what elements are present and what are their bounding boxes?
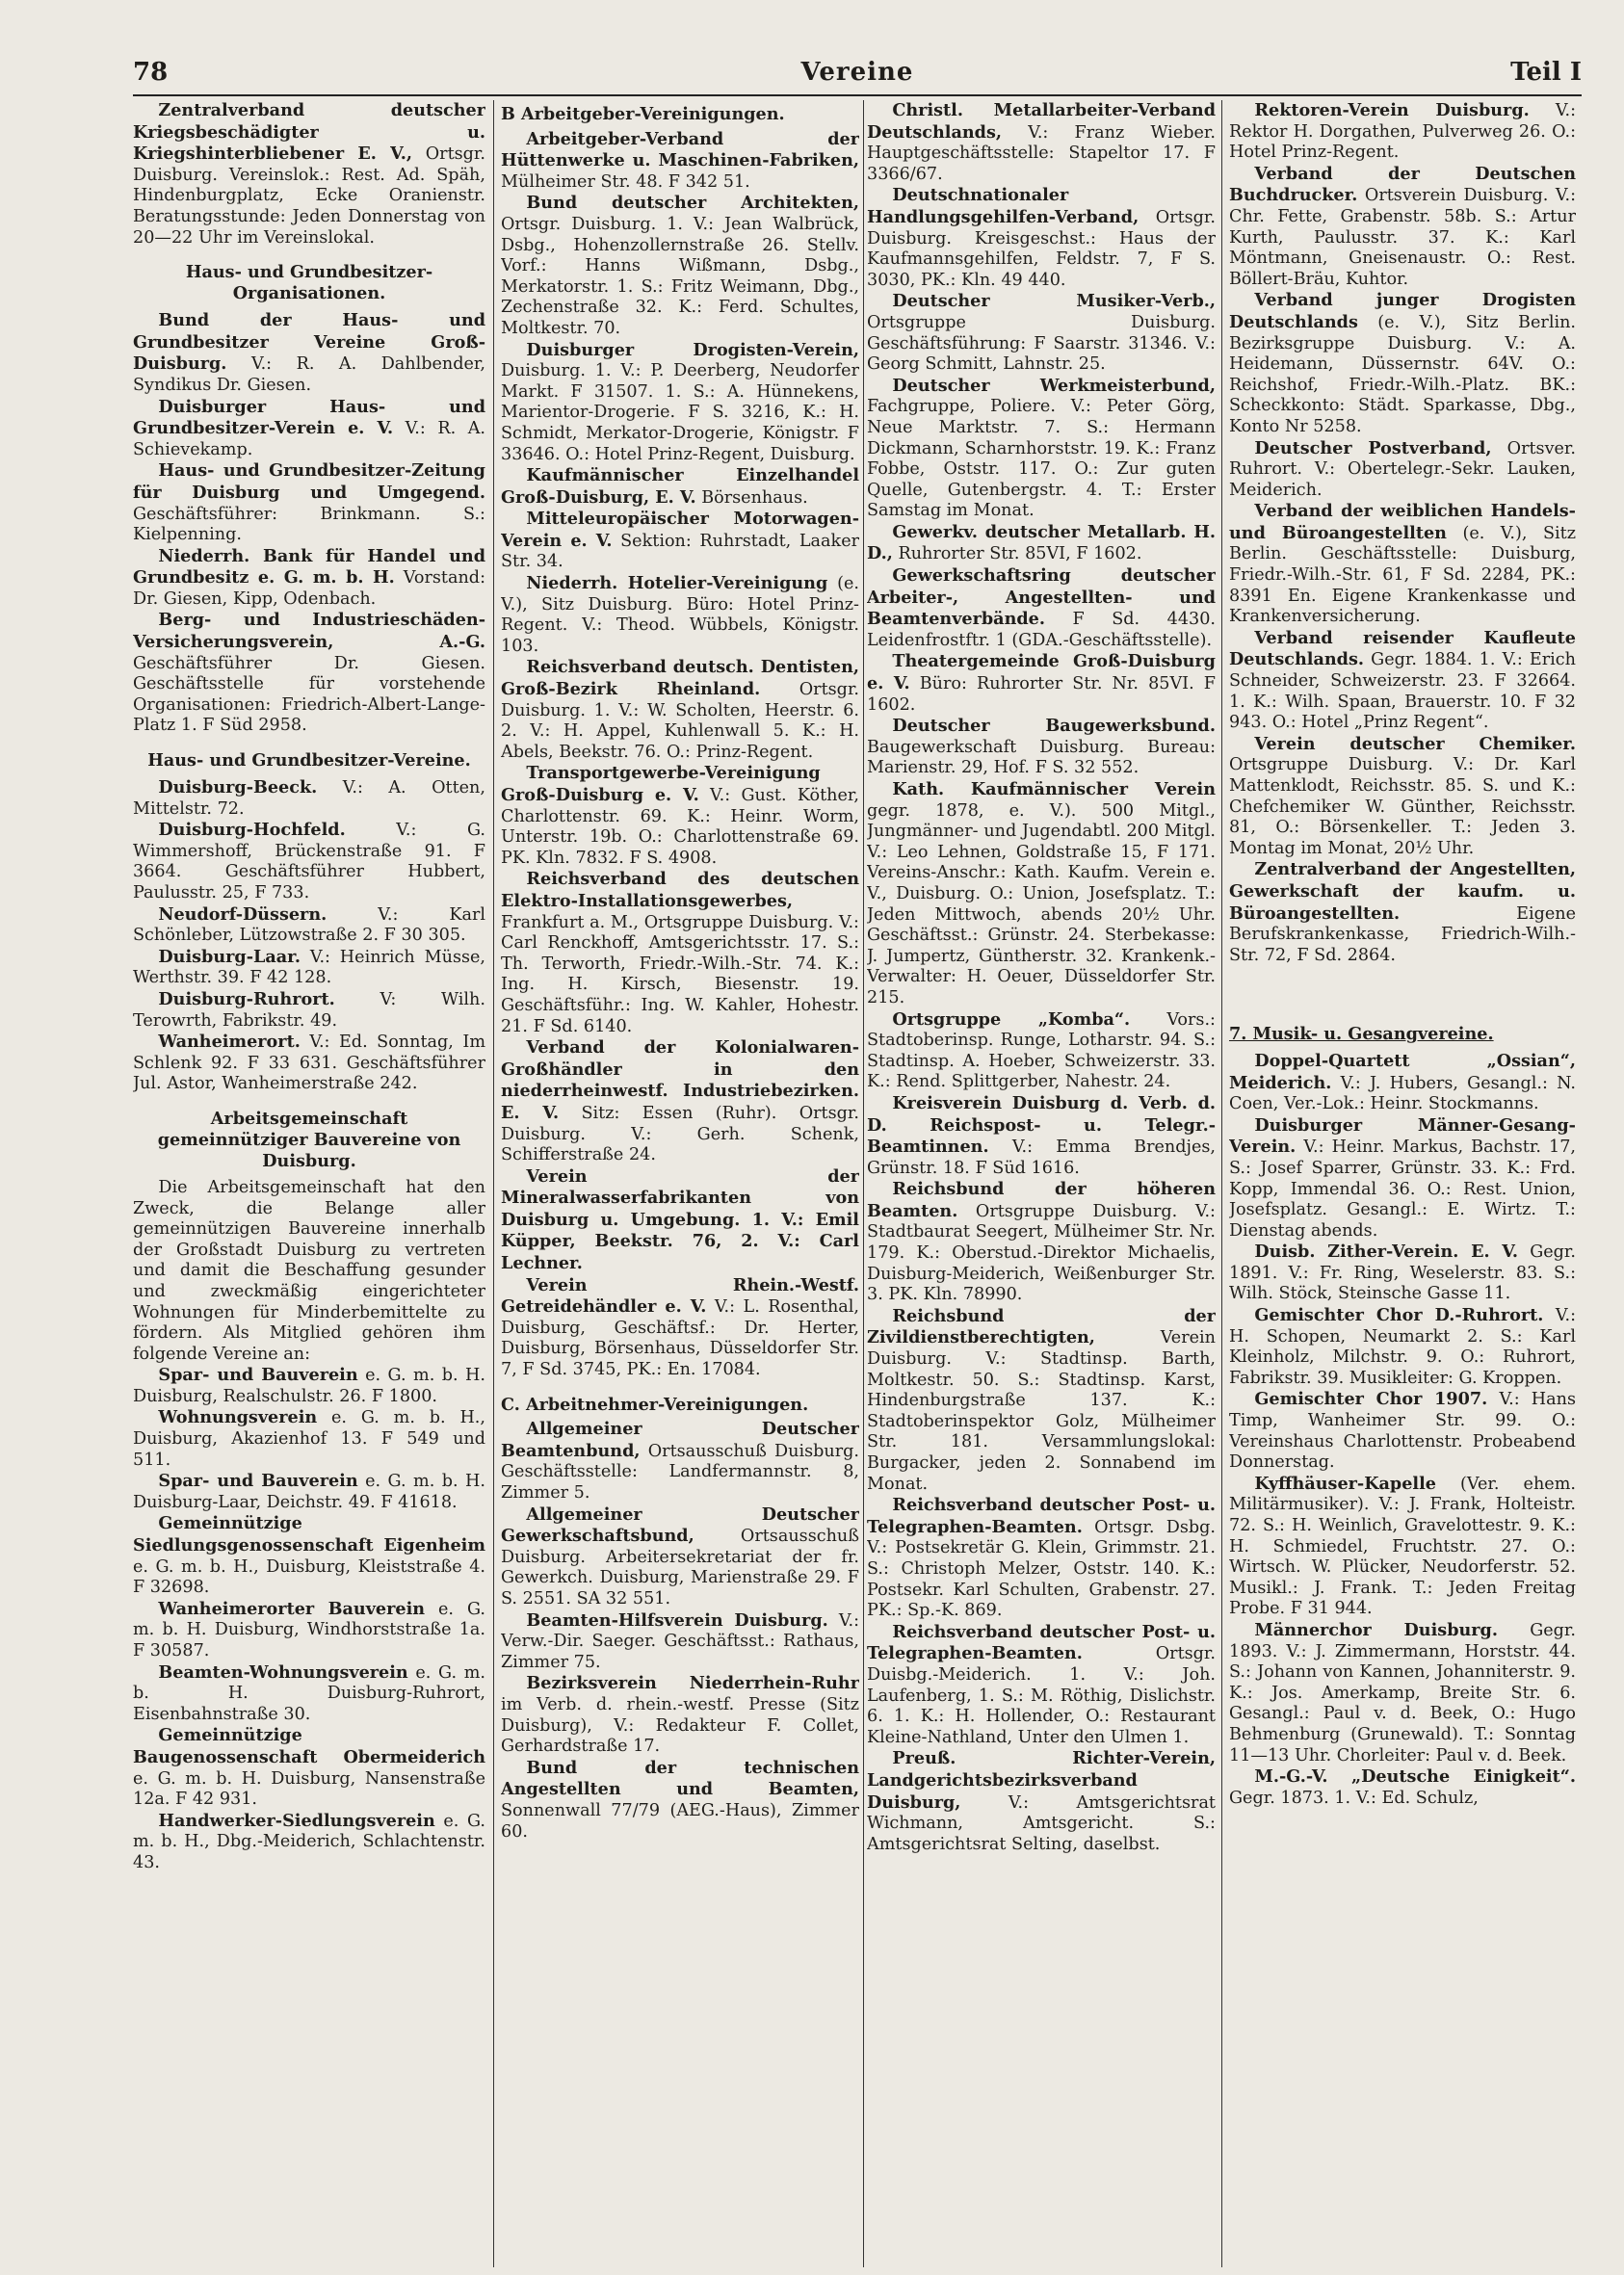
directory-entry (867, 1009, 1216, 1093)
entry-list (1229, 1051, 1576, 1809)
directory-entry (501, 1610, 859, 1674)
entry-name: Gewerkv. deutscher Metallarb. H. D., (867, 521, 1216, 564)
directory-entry (867, 716, 1216, 779)
entry-name: Transportgewerbe-Vereinigung Groß-Duisburg e. V. (501, 763, 821, 805)
entry-name: Zentralverband der Angestellten, Gewerkschaft der kaufm. u. Büroangestellten. (1229, 859, 1576, 924)
entry-details: V.: Heinr. Markus, Bachstr. 17, S.: Josef Sparrer, Grünstr. 33. K.: Frd. Kopp, Immendal 36. O.: Rest. Union, Josefsplatz. Gesangl.: E. Wirtz. T.: Dienstag abends. (1229, 1138, 1576, 1241)
entry-name: Reichsbund der Zivildienstberechtigten, (867, 1305, 1216, 1348)
entry-details: Sektion: Ruhrstadt, Laaker Str. 34. (501, 531, 859, 572)
entry-details: V.: Emma Brendjes, Grünstr. 18. F Süd 1616. (867, 1138, 1216, 1178)
entry-name: Bezirksverein Niederrhein-Ruhr (526, 1673, 859, 1694)
page-number: 78 (133, 58, 169, 87)
entry-details: Gegr. 1873. 1. V.: Ed. Schulz, (1229, 1788, 1479, 1808)
directory-entry (501, 869, 859, 1037)
directory-entry (133, 904, 485, 947)
directory-entry (501, 1037, 859, 1166)
entry-name: Deutscher Postverband, (1254, 437, 1492, 458)
entry-details: Baugewerkschaft Duisburg. Bureau: Marienstr. 29, Hof. F S. 32 552. (867, 737, 1216, 778)
entry-details: Verein Duisburg. V.: Stadtinsp. Barth, Moltkestr. 50. S.: Stadtinsp. Karst, Hindenburgstraße 137. K.: Stadtoberinspektor Golz, Mülheimer Str. 181. Versammlungslokal: Burgacker, jeden 2. Sonnabend im Monat. (867, 1328, 1216, 1494)
entry-name: Allgemeiner Deutscher Gewerkschaftsbund, (501, 1504, 859, 1547)
directory-entry (133, 610, 485, 737)
entry-details: Sitz: Essen (Ruhr). Ortsgr. Duisburg. V.: Gerh. Schenk, Schifferstraße 24. (501, 1103, 859, 1165)
entry-details: Vorstand: Dr. Giesen, Kipp, Odenbach. (133, 568, 485, 609)
entry-details: V.: Heinrich Müsse, Werthstr. 39. F 42 128. (133, 947, 485, 988)
directory-entry (867, 291, 1216, 375)
directory-entry (1229, 438, 1576, 502)
entry-name: Niederrh. Hotelier-Vereinigung (526, 573, 828, 594)
entry-details: V.: Karl Schönleber, Lützowstraße 2. F 30 305. (133, 904, 485, 946)
directory-entry (1229, 1115, 1576, 1242)
part-label: Teil I (1510, 58, 1582, 87)
entry-details: V.: H. Schopen, Neumarkt 2. S.: Karl Kleinholz, Milchstr. 9. O.: Ruhrort, Fabrikstr. 39. Musikleiter: G. Kroppen. (1229, 1306, 1576, 1388)
entry-name: Haus- und Grundbesitzer-Zeitung für Duisburg und Umgegend. (133, 460, 485, 503)
entry-details: V.: L. Rosenthal, Duisburg, Geschäftsf.: Dr. Herter, Duisburg, Börsenhaus, Düsseldorfer Str. 7, F Sd. 3745, PK.: En. 17084. (501, 1297, 859, 1380)
entry-details: (e. V.), Sitz Berlin. Geschäftsstelle: Duisburg, Friedr.-Wilh.-Str. 61, F Sd. 2284, PK.: 8391 En. Eigene Krankenkasse und Krankenversicherung. (1229, 523, 1576, 627)
directory-entry (133, 100, 485, 248)
directory-entry (501, 509, 859, 573)
directory-entry (1229, 859, 1576, 966)
entry-details: e. G. m. b. H., Duisburg, Akazienhof 13. F 549 und 511. (133, 1408, 485, 1470)
entry-details: Ortsgr. Duisbg.-Meiderich. 1. V.: Joh. Laufenberg, 1. S.: M. Röthig, Dislichstr. 6. 1. K.: H. Hollender, O.: Restaurant Kleine-Nathland, Unter den Ulmen 1. (867, 1644, 1216, 1747)
entry-name: Verband reisender Kaufleute Deutschlands. (1229, 627, 1576, 670)
entry-name: Bund der technischen Angestellten und Beamten, (501, 1757, 859, 1800)
directory-entry (867, 779, 1216, 1009)
page-header (133, 56, 1582, 94)
intro-paragraph: Die Arbeitsgemeinschaft hat den Zweck, die Belange aller gemeinnützigen Bauvereine innerhalb der Großstadt Duisburg zu vertreten und damit die Beschaffung gesunder und zweckmäßig eingerichteter Wohnungen für Minderbemittelte zu fördern. Als Mitglied gehören ihm folgende Vereine an: (133, 1177, 485, 1364)
directory-entry (133, 820, 485, 903)
entry-name: Deutschnationaler Handlungsgehilfen-Verband, (867, 185, 1139, 227)
entry-details: Ortsgr. Duisburg. 1. V.: W. Scholten, Heerstr. 6. 2. V.: H. Appel, Kuhlenwall 5. K.: H. Abels, Beekstr. 76. O.: Prinz-Regent. (501, 680, 859, 762)
entry-name: Bund der Haus- und Grundbesitzer Vereine Groß-Duisburg. (133, 310, 485, 375)
entry-name: Arbeitgeber-Verband der Hüttenwerke u. Maschinen-Fabriken, (501, 128, 859, 171)
section-heading: B Arbeitgeber-Vereinigungen. (501, 104, 785, 124)
entry-details: V.: R. A. Schievekamp. (133, 419, 485, 459)
directory-entry (1229, 100, 1576, 164)
section-heading: Arbeitsgemeinschaft gemeinnütziger Bauvereine von Duisburg. (157, 1108, 461, 1171)
directory-entry (501, 1166, 859, 1275)
entry-details: Ortsgr. Duisburg. Vereinslok.: Rest. Ad. Späh, Hindenburgplatz, Ecke Oranienstr. Beratungsstunde: Jeden Donnerstag von 20—22 Uhr im Vereinslokal. (133, 144, 485, 248)
entry-name: Preuß. Richter-Verein, Landgerichtsbezirksverband Duisburg, (867, 1748, 1216, 1813)
directory-entry (501, 763, 859, 869)
entry-name: Deutscher Werkmeisterbund, (892, 375, 1216, 396)
directory-entry (501, 1673, 859, 1757)
directory-entry (867, 522, 1216, 565)
entry-details: V.: Amtsgerichtsrat Wichmann, Amtsgericht. S.: Amtsgerichtsrat Selting, daselbst. (867, 1792, 1216, 1854)
entry-name: Duisburg-Laar. (158, 946, 301, 967)
directory-entry (133, 1599, 485, 1662)
entry-details: V.: G. Wimmershoff, Brückenstraße 91. F 3664. Geschäftsführer Hubbert, Paulusstr. 25, F 733. (133, 821, 485, 902)
directory-entry (1229, 628, 1576, 734)
directory-entry (133, 1811, 485, 1874)
section-title: Vereine (800, 58, 914, 87)
entry-list (501, 1419, 859, 1843)
entry-name: Gemeinnützige Siedlungsgenossenschaft Eigenheim (133, 1513, 485, 1556)
entry-name: Reichsverband deutscher Post- u. Telegraphen-Beamten. (867, 1495, 1216, 1537)
directory-entry (1229, 734, 1576, 860)
directory-entry (133, 1662, 485, 1726)
directory-entry (133, 1513, 485, 1598)
entry-name: Niederrh. Bank für Handel und Grundbesitz e. G. m. b. H. (133, 545, 485, 588)
entry-name: Duisburg-Ruhrort. (158, 988, 335, 1009)
entry-name: Beamten-Hilfsverein Duisburg. (526, 1609, 828, 1631)
column-4 (1229, 100, 1576, 2267)
entry-name: Duisburg-Beeck. (158, 777, 318, 798)
directory-entry (1229, 1766, 1576, 1809)
entry-name: Gemischter Chor D.-Ruhrort. (1254, 1305, 1544, 1326)
directory-entry (867, 1748, 1216, 1855)
directory-entry (1229, 1620, 1576, 1766)
directory-entry (133, 1365, 485, 1407)
directory-entry (1229, 290, 1576, 437)
entry-name: Verein Rhein.-Westf. Getreidehändler e. V. (501, 1274, 859, 1318)
entry-details: e. G. m. b. H. Duisburg, Windhorststraße 1a. F 30587. (133, 1599, 485, 1660)
entry-name: Mitteleuropäischer Motorwagen-Verein e. V. (501, 509, 859, 551)
entry-name: Neudorf-Düssern. (158, 903, 327, 925)
entry-details: V.: Franz Wieber. Hauptgeschäftsstelle: Stapeltor 17. F 3366/67. (867, 122, 1216, 184)
column-divider (863, 100, 864, 2267)
directory-entry (1229, 164, 1576, 291)
entry-name: Rektoren-Verein Duisburg. (1254, 100, 1530, 120)
entry-name: Wanheimerort. (158, 1032, 301, 1053)
entry-name: Verein deutscher Chemiker. (1254, 733, 1576, 754)
entry-name: Wohnungsverein (158, 1407, 318, 1428)
entry-details: Duisburg. 1. V.: P. Deerberg, Neudorfer Markt. F 31507. 1. S.: A. Hünnekens, Marientor-Drogerie. F S. 3216, K.: H. Schmidt, Merkator-Drogerie, Königstr. F 33646. O.: Hotel Prinz-Regent, Duisburg. (501, 361, 859, 464)
entry-details: Ruhrorter Str. 85VI, F 1602. (898, 544, 1142, 564)
entry-details: (Ver. ehem. Militärmusiker). V.: J. Frank, Holteistr. 72. S.: H. Weinlich, Gravelottestr. 9. K.: H. Schmiedel, Fruchtstr. 27. O.: Wirtsch. W. Plücker, Neudorferstr. 52. Musikl.: J. Frank. T.: Jeden Freitag Probe. F 31 944. (1229, 1474, 1576, 1619)
column-3 (867, 100, 1216, 2267)
entry-details: Gegr. 1891. V.: Fr. Ring, Weselerstr. 83. S.: Wilh. Stöck, Steinsche Gasse 11. (1229, 1242, 1576, 1304)
directory-entry (501, 340, 859, 466)
entry-details: im Verb. d. rhein.-westf. Presse (Sitz Duisburg), V.: Redakteur F. Collet, Gerhardstraße 17. (501, 1694, 859, 1757)
directory-entry (867, 1495, 1216, 1622)
entry-name: Verein der Mineralwasserfabrikanten von Duisburg u. Umgebung. 1. V.: Emil Küpper, Beekstr. 76, 2. V.: Carl Lechner. (501, 1165, 859, 1274)
entry-name: Beamten-Wohnungsverein (158, 1661, 408, 1683)
entry-details: Mülheimer Str. 48. F 342 51. (501, 171, 750, 192)
entry-details: Eigene Berufskrankenkasse, Friedrich-Wilh.-Str. 72, F Sd. 2864. (1229, 903, 1576, 965)
directory-entry (501, 1758, 859, 1843)
entry-details: V.: R. A. Dahlbender, Syndikus Dr. Giesen. (133, 354, 485, 395)
entry-details: Ortsausschuß Duisburg. Arbeitersekretariat der fr. Gewerkch. Duisburg, Marienstraße 29. F S. 2551. SA 32 551. (501, 1527, 859, 1608)
entry-name: Kreisverein Duisburg d. Verb. d. D. Reichspost- u. Telegr.-Beamtinnen. (867, 1092, 1216, 1158)
entry-name: Gemischter Chor 1907. (1254, 1389, 1488, 1410)
entry-name: Verband der weiblichen Handels- und Büroangestellten (1229, 501, 1576, 543)
entry-details: Ortsgruppe Duisburg. V.: Dr. Karl Mattenklodt, Reichsstr. 85. S. und K.: Chefchemiker W. Günther, Reichsstr. 81, O.: Börsenkeller. T.: Jeden 3. Montag im Monat, 20½ Uhr. (1229, 755, 1576, 858)
entry-name: Spar- und Bauverein (158, 1471, 358, 1492)
entry-name: Theatergemeinde Groß-Duisburg e. V. (867, 651, 1216, 694)
entry-name: Verband junger Drogisten Deutschlands (1229, 290, 1576, 332)
entry-details: Ortsgruppe Duisburg. V.: Stadtbaurat Seegert, Mülheimer Str. Nr. 179. K.: Oberstud.-Direktor Michaelis, Duisburg-Meiderich, Weißenburger Str. 3. PK. Kln. 78990. (867, 1201, 1216, 1305)
directory-entry (867, 185, 1216, 291)
entry-details: e. G. m. b. H. Duisburg-Ruhrort, Eisenbahnstraße 30. (133, 1662, 485, 1724)
entry-list (1229, 100, 1576, 966)
directory-entry (1229, 1051, 1576, 1115)
entry-list (867, 100, 1216, 1855)
entry-details: Frankfurt a. M., Ortsgruppe Duisburg. V.: Carl Renckhoff, Amtsgerichtsstr. 17. S.: Th. Terworth, Friedr.-Wilh.-Str. 74. K.: Ing. H. Kirsch, Biesenstr. 19. Geschäftsführ.: Ing. W. Kahler, Hohestr. 21. F Sd. 6140. (501, 912, 859, 1036)
entry-name: Doppel-Quartett „Ossian“, Meiderich. (1229, 1050, 1576, 1093)
directory-entry (501, 1504, 859, 1610)
entry-details: (e. V.), Sitz Duisburg. Büro: Hotel Prinz-Regent. V.: Theod. Wübbels, Königstr. 103. (501, 574, 859, 656)
entry-name: Ortsgruppe „Komba“. (892, 1008, 1131, 1030)
directory-entry (133, 1471, 485, 1513)
directory-entry (1229, 1242, 1576, 1305)
entry-name: Verband der Deutschen Buchdrucker. (1229, 163, 1576, 206)
directory-entry (867, 651, 1216, 716)
directory-entry (133, 1407, 485, 1471)
entry-details: Ortsgr. Dsbg. V.: Postsekretär G. Klein, Grimmstr. 21. S.: Christoph Melzer, Oststr. 140. K.: Postsekr. Karl Schulten, Grabenstr. 27. PK.: Sp.-K. 869. (867, 1517, 1216, 1621)
directory-entry (867, 1179, 1216, 1306)
entry-details: e. G. m. b. H. Duisburg, Realschulstr. 26. F 1800. (133, 1366, 485, 1406)
entry-details: Ortsgr. Duisburg. Kreisgeschst.: Haus der Kaufmannsgehilfen, Feldstr. 7, F S. 3030, PK.: Kln. 49 440. (867, 207, 1216, 290)
directory-entry (133, 947, 485, 989)
entry-name: Christl. Metallarbeiter-Verband Deutschlands, (867, 100, 1216, 143)
directory-entry (867, 1306, 1216, 1495)
entry-list (133, 310, 485, 737)
entry-details: V.: Hans Timp, Wanheimer Str. 99. O.: Vereinshaus Charlottenstr. Probeabend Donnerstag. (1229, 1390, 1576, 1473)
entry-name: Reichsverband deutsch. Dentisten, Groß-Bezirk Rheinland. (501, 657, 859, 700)
directory-entry (133, 777, 485, 820)
entry-details: Fachgruppe, Poliere. V.: Peter Görg, Neue Marktstr. 7. S.: Hermann Dickmann, Scharnhorststr. 19. K.: Franz Fobbe, Oststr. 117. O.: Zur guten Quelle, Gutenbergstr. 4. T.: Erster Samstag im Monat. (867, 397, 1216, 521)
entry-details: V.: Gust. Köther, Charlottenstr. 69. K.: Heinr. Worm, Unterstr. 19b. O.: Charlottenstraße 69. PK. Kln. 7832. F S. 4908. (501, 786, 859, 868)
directory-entry (133, 460, 485, 545)
entry-name: Kyffhäuser-Kapelle (1254, 1473, 1436, 1494)
directory-entry (1229, 1474, 1576, 1620)
entry-name: Duisburg-Hochfeld. (158, 820, 346, 841)
entry-details: e. G. m. b. H., Duisburg, Kleiststraße 4. F 32698. (133, 1556, 485, 1598)
directory-entry (867, 100, 1216, 185)
entry-name: Duisburger Drogisten-Verein, (526, 339, 859, 360)
entry-details: V.: Ed. Sonntag, Im Schlenk 92. F 33 631. Geschäftsführer Jul. Astor, Wanheimerstraße 242. (133, 1033, 485, 1094)
section-heading: Haus- und Grundbesitzer-Organisationen. (185, 262, 433, 304)
directory-entry (133, 397, 485, 461)
entry-name: Berg- und Industrieschäden-Versicherungsverein, A.-G. (133, 610, 485, 653)
column-divider (1221, 100, 1222, 2267)
entry-name: Reichsbund der höheren Beamten. (867, 1179, 1216, 1221)
entry-details: F Sd. 4430. Leidenfrostftr. 1 (GDA.-Geschäftsstelle). (867, 610, 1216, 650)
entry-name: Spar- und Bauverein (158, 1365, 358, 1386)
directory-entry (501, 465, 859, 509)
entry-details: Ortsgr. Duisburg. 1. V.: Jean Walbrück, Dsbg., Hohenzollernstraße 26. Stellv. Vorf.: Hanns Wißmann, Dsbg., Merkatorstr. 1. S.: Fritz Weimann, Dbg., Zechenstraße 32. K.: Ferd. Schultes, Moltkestr. 70. (501, 214, 859, 338)
directory-entry (501, 657, 859, 763)
entry-list (133, 1365, 485, 1873)
directory-entry (867, 565, 1216, 651)
entry-details: Ortsver. Ruhrort. V.: Obertelegr.-Sekr. Lauken, Meiderich. (1229, 438, 1576, 500)
entry-details: V.: Rektor H. Dorgathen, Pulverweg 26. O.: Hotel Prinz-Regent. (1229, 101, 1576, 163)
entry-details: Geschäftsführer: Brinkmann. S.: Kielpenning. (133, 504, 485, 545)
column-divider (493, 100, 494, 2267)
entry-details: Vors.: Stadtoberinsp. Runge, Lotharstr. 94. S.: Stadtinsp. A. Hoeber, Schweizerstr. 33. K.: Rend. Splittgerber, Nahestr. 24. (867, 1009, 1216, 1092)
entry-name: Reichsverband deutscher Post- u. Telegraphen-Beamten. (867, 1621, 1216, 1664)
entry-details: Ortsverein Duisburg. V.: Chr. Fette, Grabenstr. 58b. S.: Artur Kurth, Paulusstr. 37. K.: Karl Möntmann, Gneisenaustr. O.: Rest. Böllert-Bräu, Kuhtor. (1229, 186, 1576, 289)
directory-entry (867, 1093, 1216, 1179)
section-heading: Haus- und Grundbesitzer-Vereine. (147, 750, 471, 771)
directory-entry (867, 1622, 1216, 1749)
entry-details: V.: A. Otten, Mittelstr. 72. (133, 778, 485, 819)
entry-details: (e. V.), Sitz Berlin. Bezirksgruppe Duisburg. V.: A. Heidemann, Düssernstr. 64V. O.: Reichshof, Friedr.-Wilh.-Platz. BK.: Scheckkonto: Städt. Sparkasse, Dbg., Konto Nr 5258. (1229, 312, 1576, 436)
directory-entry (133, 989, 485, 1032)
directory-entry (1229, 501, 1576, 628)
entry-name: Verband der Kolonialwaren-Großhändler in den niederrheinwestf. Industriebezirken. E. V. (501, 1037, 859, 1123)
entry-name: Kath. Kaufmännischer Verein (892, 779, 1216, 799)
entry-details: V: Wilh. Terowrth, Fabrikstr. 49. (133, 989, 485, 1031)
directory-entry (501, 193, 859, 339)
entry-details: gegr. 1878, e. V.). 500 Mitgl., Jungmänner- und Jugendabtl. 200 Mitgl. V.: Leo Lehnen, Goldstraße 15, F 171. Vereins-Anschr.: Kath. Kaufm. Verein e. V., Duisburg. O.: Union, Josefsplatz. T.: Jeden Mittwoch, abends 20½ Uhr. Geschäftsst.: Grünstr. 24. Sterbekasse: J. Jumpertz, Güntherstr. 32. Krankenk.-Verwalter: H. Oeuer, Düsseldorfer Str. 215. (867, 800, 1216, 1007)
directory-entry (501, 1275, 859, 1381)
entry-name: Duisburger Haus- und Grundbesitzer-Verein e. V. (133, 396, 485, 439)
directory-entry (133, 1032, 485, 1095)
entry-name: Deutscher Baugewerksbund. (892, 716, 1216, 737)
entry-name: Reichsverband des deutschen Elektro-Installationsgewerbes, (501, 869, 859, 911)
entry-name: Allgemeiner Deutscher Beamtenbund, (501, 1419, 859, 1461)
header-rule (133, 94, 1582, 96)
entry-name: Duisburger Männer-Gesang-Verein. (1229, 1114, 1576, 1158)
entry-details: V.: J. Hubers, Gesangl.: N. Coen, Ver.-Lok.: Heinr. Stockmanns. (1229, 1073, 1576, 1114)
entry-details: Gegr. 1893. V.: J. Zimmermann, Horststr. 44. S.: Johann von Kannen, Johanniterstr. 9. K.: Jos. Amerkamp, Breite Str. 6. Gesangl.: Paul v. d. Beek, O.: Hugo Behmenburg (Grunewald). T.: Sonntag 11—13 Uhr. Chorleiter: Paul v. d. Beek. (1229, 1620, 1576, 1765)
column-1 (133, 100, 485, 2267)
column-2 (501, 100, 859, 2267)
section-heading: 7. Musik- u. Gesangvereine. (1229, 1024, 1494, 1045)
directory-entry (501, 1419, 859, 1504)
entry-name: Männerchor Duisburg. (1254, 1619, 1498, 1640)
entry-name: Wanheimerorter Bauverein (158, 1598, 426, 1619)
entry-list (133, 777, 485, 1095)
entry-name: Duisb. Zither-Verein. E. V. (1254, 1242, 1519, 1263)
directory-entry (501, 129, 859, 194)
directory-entry (867, 376, 1216, 522)
entry-details: e. G. m. b. H., Dbg.-Meiderich, Schlachtenstr. 43. (133, 1811, 485, 1872)
entry-details: Büro: Ruhrorter Str. Nr. 85VI. F 1602. (867, 674, 1216, 715)
entry-details: e. G. m. b. H. Duisburg, Nansenstraße 12a. F 42 931. (133, 1768, 485, 1810)
entry-name: Zentralverband deutscher Kriegsbeschädigter u. Kriegshinterbliebener E. V., (133, 100, 485, 165)
entry-details: Ortsausschuß Duisburg. Geschäftsstelle: Landfermannstr. 8, Zimmer 5. (501, 1441, 859, 1503)
section-heading: C. Arbeitnehmer-Vereinigungen. (501, 1394, 809, 1415)
entry-name: Deutscher Musiker-Verb., (892, 291, 1216, 312)
entry-name: Gewerkschaftsring deutscher Arbeiter-, Angestellten- und Beamtenverbände. (867, 565, 1216, 630)
entry-list (501, 129, 859, 1381)
entry-name: Gemeinnützige Baugenossenschaft Obermeiderich (133, 1725, 485, 1767)
entry-details: Börsenhaus. (701, 487, 808, 508)
entry-list (133, 100, 485, 248)
directory-entry (501, 573, 859, 657)
directory-entry (1229, 1389, 1576, 1473)
directory-entry (133, 546, 485, 611)
entry-details: Gegr. 1884. 1. V.: Erich Schneider, Schweizerstr. 23. F 32664. 1. K.: Wilh. Spaan, Brauerstr. 10. F 32 943. O.: Hotel „Prinz Regent“. (1229, 650, 1576, 733)
directory-entry (133, 1725, 485, 1810)
entry-name: M.-G.-V. „Deutsche Einigkeit“. (1254, 1766, 1576, 1788)
entry-details: Geschäftsführer Dr. Giesen. Geschäftsstelle für vorstehende Organisationen: Friedrich-Albert-Lange-Platz 1. F Süd 2958. (133, 653, 485, 736)
entry-name: Bund deutscher Architekten, (526, 193, 859, 214)
entry-details: Ortsgruppe Duisburg. Geschäftsführung: F Saarstr. 31346. V.: Georg Schmitt, Lahnstr. 25. (867, 312, 1216, 375)
entry-details: e. G. m. b. H. Duisburg-Laar, Deichstr. 49. F 41618. (133, 1472, 485, 1512)
directory-entry (1229, 1305, 1576, 1389)
entry-name: Kaufmännischer Einzelhandel Groß-Duisburg, E. V. (501, 465, 859, 508)
entry-name: Handwerker-Siedlungsverein (158, 1810, 435, 1831)
directory-entry (133, 310, 485, 396)
entry-details: V.: Verw.-Dir. Saeger. Geschäftsst.: Rathaus, Zimmer 75. (501, 1610, 859, 1672)
entry-details: Sonnenwall 77/79 (AEG.-Haus), Zimmer 60. (501, 1800, 859, 1842)
